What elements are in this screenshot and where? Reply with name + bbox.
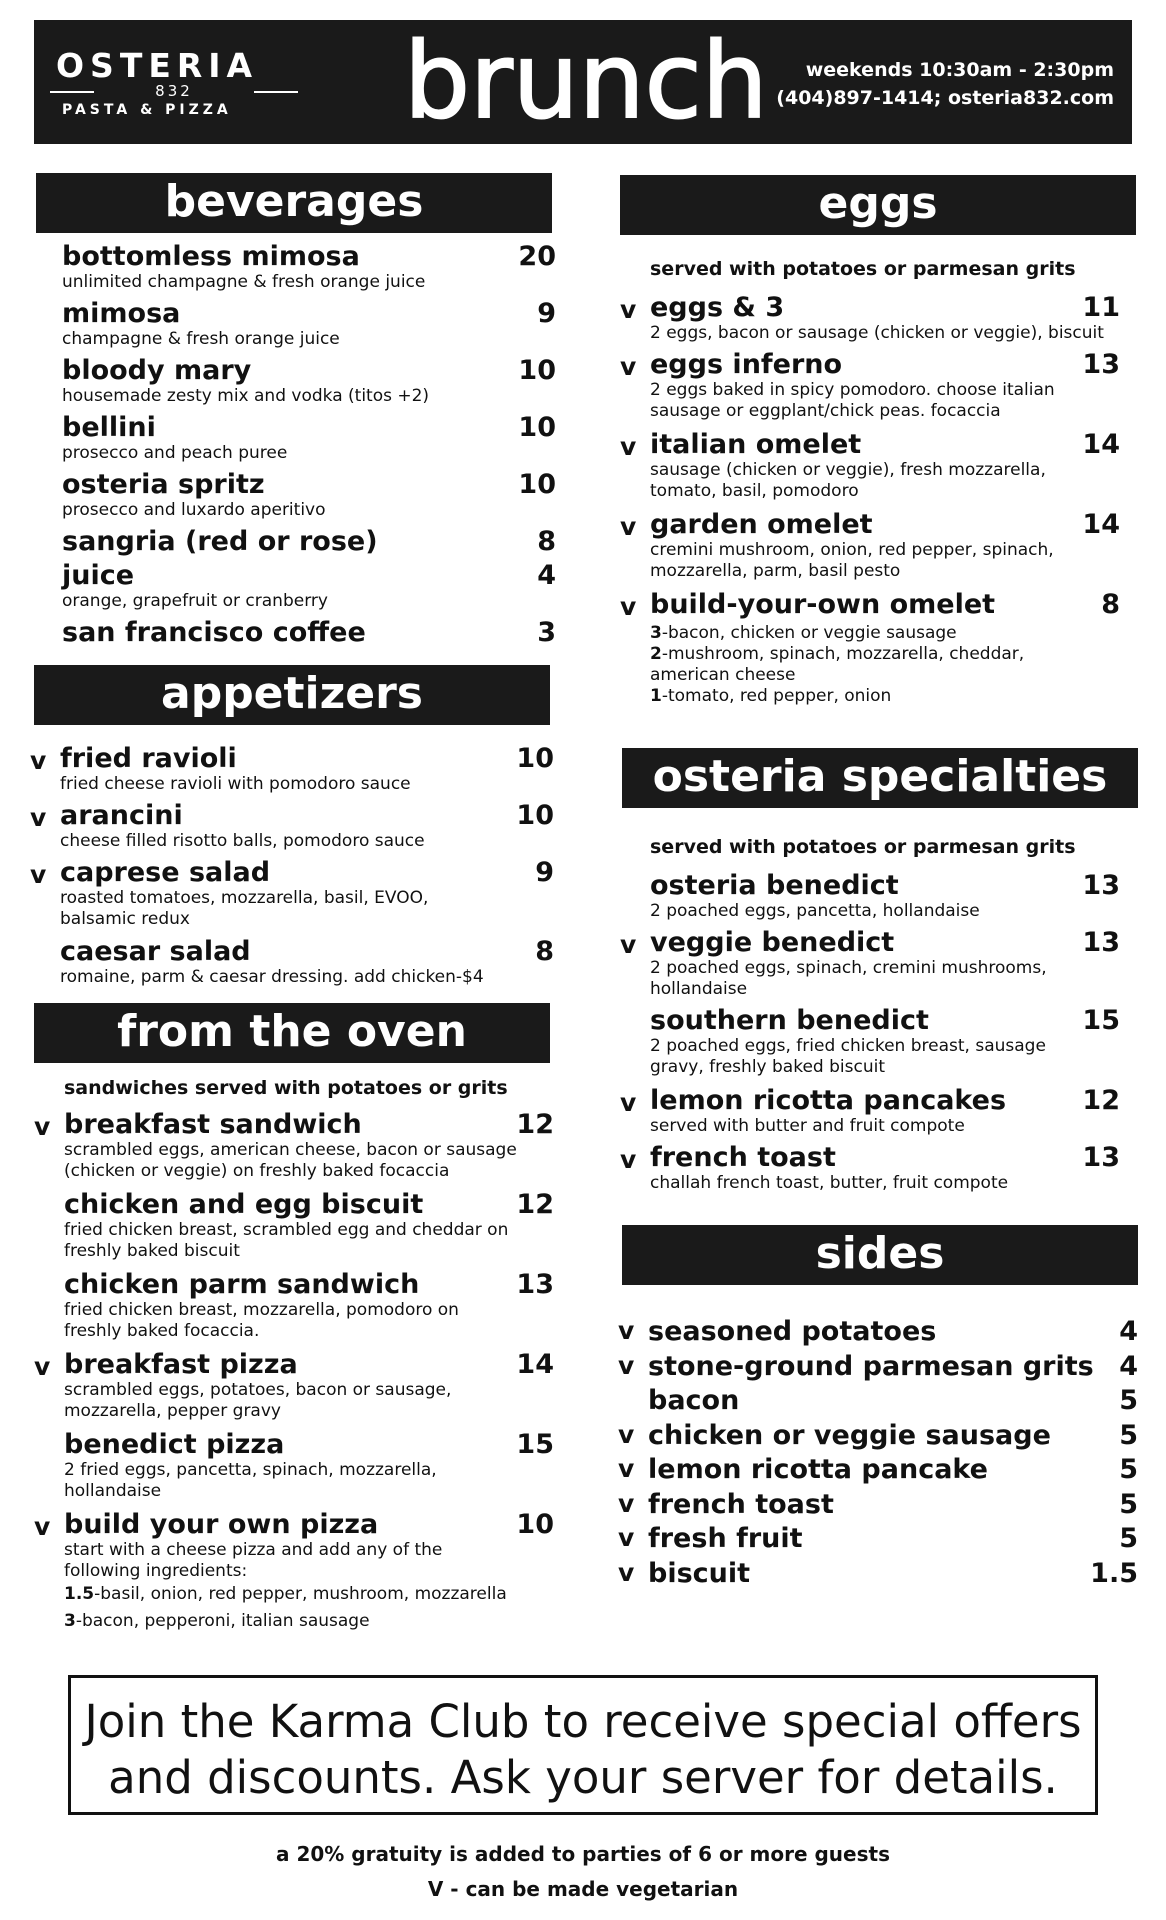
option-text: -mushroom, spinach, mozzarella, cheddar, american cheese (650, 644, 1025, 685)
menu-item (650, 1006, 1120, 1086)
item-name: mimosa (62, 298, 181, 329)
item-price: 13 (1082, 870, 1120, 901)
item-name: caesar salad (60, 936, 251, 967)
beverages-list (62, 242, 556, 652)
menu-item (60, 937, 554, 994)
item-price: 8 (535, 936, 554, 967)
item-name: bacon (648, 1385, 740, 1416)
item-price: 1.5 (1090, 1557, 1138, 1589)
option-price: 1 (650, 686, 662, 706)
item-price: 4 (1119, 1316, 1138, 1347)
item-description: 2 fried eggs, pancetta, spinach, mozzarella, hollandaise (64, 1460, 437, 1501)
item-description: romaine, parm & caesar dressing. add chicken-$4 (60, 967, 484, 987)
side-item (618, 1454, 1138, 1489)
item-description: prosecco and peach puree (62, 443, 288, 463)
menu-item (620, 1085, 1120, 1143)
side-item (618, 1350, 1138, 1386)
item-price: 4 (1119, 1350, 1138, 1382)
item-price: 10 (516, 743, 554, 774)
menu-item (620, 292, 1120, 350)
menu-item (34, 1509, 554, 1582)
item-name: french toast (650, 1142, 836, 1173)
section-title: beverages (164, 176, 424, 227)
item-price: 3 (537, 617, 556, 648)
item-name: biscuit (648, 1557, 751, 1589)
menu-item (64, 1190, 554, 1270)
item-name: chicken or veggie sausage (648, 1419, 1051, 1451)
side-item (618, 1557, 1138, 1593)
section-eggs-header (620, 175, 1136, 235)
item-description: 2 eggs, bacon or sausage (chicken or veggie), biscuit (650, 323, 1104, 343)
hours-text: weekends 10:30am - 2:30pm (805, 59, 1114, 81)
item-name: southern benedict (650, 1005, 929, 1036)
gratuity-note: a 20% gratuity is added to parties of 6 or more guests (276, 1842, 890, 1866)
item-price: 13 (1082, 349, 1120, 380)
menu-item (62, 527, 556, 561)
section-sides-header (622, 1225, 1138, 1285)
vegetarian-marker: v (618, 1488, 635, 1518)
item-price: 14 (1082, 509, 1120, 540)
section-specialties-header (622, 748, 1138, 808)
oven-note: sandwiches served with potatoes or grits (64, 1077, 508, 1099)
item-name: caprese salad (60, 857, 271, 888)
item-name: benedict pizza (64, 1429, 285, 1460)
item-description: challah french toast, butter, fruit compote (650, 1173, 1009, 1193)
side-item (648, 1385, 1138, 1420)
item-price: 12 (516, 1189, 554, 1220)
section-beverages-header (36, 173, 552, 233)
item-name: seasoned potatoes (648, 1316, 937, 1347)
item-price: 13 (1082, 1142, 1120, 1173)
item-name: build your own pizza (64, 1509, 379, 1540)
item-name: juice (62, 560, 135, 591)
item-name: osteria spritz (62, 469, 265, 500)
karma-club-banner (68, 1675, 1098, 1815)
item-price: 10 (516, 800, 554, 831)
item-price: 8 (1101, 589, 1120, 620)
item-name: fresh fruit (648, 1523, 803, 1554)
item-description: fried chicken breast, mozzarella, pomodoro on freshly baked focaccia. (64, 1300, 459, 1341)
menu-item (650, 871, 1120, 928)
item-price: 10 (516, 1509, 554, 1540)
menu-item (34, 1349, 554, 1430)
menu-item (62, 356, 556, 413)
section-title: sides (815, 1228, 945, 1279)
option-price: 3 (650, 623, 662, 643)
vegetarian-marker: v (620, 352, 637, 381)
item-name: san francisco coffee (62, 617, 366, 648)
item-description: start with a cheese pizza and add any of the following ingredients: (64, 1540, 443, 1581)
item-price: 10 (518, 355, 556, 386)
item-price: 13 (1082, 927, 1120, 958)
vegetarian-marker: v (620, 1088, 637, 1117)
side-item (618, 1316, 1138, 1351)
item-description: prosecco and luxardo aperitivo (62, 500, 326, 520)
item-description: scrambled eggs, potatoes, bacon or sausage, mozzarella, pepper gravy (64, 1380, 452, 1421)
section-title: from the oven (117, 1006, 467, 1057)
menu-item (620, 509, 1120, 590)
vegetarian-marker: v (620, 512, 637, 541)
item-price: 5 (1119, 1488, 1138, 1520)
menu-item (64, 1430, 554, 1510)
item-description: fried chicken breast, scrambled egg and cheddar on freshly baked biscuit (64, 1220, 509, 1261)
menu-item (34, 1109, 554, 1190)
option-price: 2 (650, 644, 662, 664)
item-price: 4 (537, 560, 556, 591)
vegetarian-marker: v (618, 1316, 635, 1345)
omelet-option (650, 623, 1120, 644)
menu-item (30, 800, 554, 858)
vegetarian-marker: v (620, 592, 637, 621)
menu-item (620, 927, 1120, 1006)
item-price: 5 (1119, 1419, 1138, 1451)
item-description: unlimited champagne & fresh orange juice (62, 272, 426, 292)
menu-item (620, 1142, 1120, 1200)
appetizers-list (30, 743, 554, 994)
item-name: bottomless mimosa (62, 241, 360, 272)
vegetarian-marker: v (34, 1112, 51, 1141)
item-name: osteria benedict (650, 870, 899, 901)
vegetarian-marker: v (618, 1419, 635, 1449)
side-item (618, 1488, 1138, 1524)
vegetarian-key: V - can be made vegetarian (427, 1877, 739, 1901)
menu-item (30, 857, 554, 937)
oven-list (34, 1109, 554, 1636)
side-item (618, 1419, 1138, 1455)
menu-item (620, 429, 1120, 510)
item-name: french toast (648, 1488, 834, 1520)
item-price: 14 (516, 1349, 554, 1380)
logo-main: OSTERIA (56, 46, 259, 85)
item-description: orange, grapefruit or cranberry (62, 591, 328, 611)
omelet-option (650, 686, 1120, 707)
side-item (618, 1523, 1138, 1558)
item-description: roasted tomatoes, mozzarella, basil, EVOO, balsamic redux (60, 888, 429, 929)
item-name: lemon ricotta pancakes (650, 1085, 1007, 1116)
option-price: 1.5 (64, 1584, 95, 1604)
option-text: -bacon, pepperoni, italian sausage (75, 1611, 370, 1631)
item-name: arancini (60, 800, 183, 831)
item-name: fried ravioli (60, 743, 237, 774)
option-text: -tomato, red pepper, onion (661, 686, 892, 706)
item-description: sausage (chicken or veggie), fresh mozzarella, tomato, basil, pomodoro (650, 460, 1046, 501)
hours-contact (776, 56, 1114, 112)
item-price: 12 (1082, 1085, 1120, 1116)
item-description: 2 poached eggs, spinach, cremini mushrooms, hollandaise (650, 958, 1047, 999)
item-description: served with butter and fruit compote (650, 1116, 965, 1136)
item-description: 2 eggs baked in spicy pomodoro. choose italian sausage or eggplant/chick peas. focaccia (650, 380, 1055, 421)
menu-item (62, 299, 556, 356)
option-text: -bacon, chicken or veggie sausage (661, 623, 957, 643)
item-description: champagne & fresh orange juice (62, 329, 340, 349)
menu-item (62, 413, 556, 470)
menu-item (62, 561, 556, 618)
menu-item (62, 470, 556, 527)
item-price: 15 (1082, 1005, 1120, 1036)
vegetarian-marker: v (618, 1454, 635, 1483)
karma-line-2: and discounts. Ask your server for details. (108, 1751, 1058, 1804)
item-name: bloody mary (62, 355, 252, 386)
item-name: eggs & 3 (650, 292, 785, 323)
item-price: 5 (1119, 1385, 1138, 1416)
section-appetizers-header (34, 665, 550, 725)
item-name: sangria (red or rose) (62, 526, 378, 557)
eggs-note: served with potatoes or parmesan grits (650, 258, 1076, 280)
item-description: fried cheese ravioli with pomodoro sauce (60, 774, 411, 794)
item-price: 14 (1082, 429, 1120, 460)
vegetarian-marker: v (618, 1523, 635, 1552)
pizza-option (64, 1582, 554, 1609)
item-name: breakfast sandwich (64, 1109, 362, 1140)
option-price: 3 (64, 1611, 76, 1631)
menu-header (34, 20, 1132, 144)
item-price: 15 (516, 1429, 554, 1460)
item-name: chicken parm sandwich (64, 1269, 420, 1300)
item-description: 2 poached eggs, fried chicken breast, sausage gravy, freshly baked biscuit (650, 1036, 1046, 1077)
item-name: stone-ground parmesan grits (648, 1350, 1094, 1382)
karma-line-1: Join the Karma Club to receive special offers (84, 1695, 1082, 1748)
item-price: 10 (518, 412, 556, 443)
item-description: 2 poached eggs, pancetta, hollandaise (650, 901, 980, 921)
pizza-option (64, 1609, 554, 1636)
vegetarian-marker: v (620, 930, 637, 959)
specialties-note: served with potatoes or parmesan grits (650, 836, 1076, 858)
item-name: lemon ricotta pancake (648, 1454, 988, 1485)
menu-item (62, 618, 556, 652)
item-name: eggs inferno (650, 349, 843, 380)
item-name: build-your-own omelet (650, 589, 996, 620)
item-price: 9 (537, 298, 556, 329)
omelet-option (650, 644, 1070, 686)
logo-subtitle: PASTA & PIZZA (62, 102, 232, 118)
vegetarian-marker: v (34, 1512, 51, 1541)
menu-item (64, 1270, 554, 1350)
vegetarian-marker: v (618, 1350, 635, 1380)
item-name: bellini (62, 412, 156, 443)
vegetarian-marker: v (620, 1145, 637, 1174)
item-name: garden omelet (650, 509, 873, 540)
sides-list (618, 1316, 1138, 1592)
item-description: scrambled eggs, american cheese, bacon or sausage (chicken or veggie) on freshly baked focaccia (64, 1140, 517, 1181)
menu-item (620, 349, 1120, 430)
item-price: 8 (537, 526, 556, 557)
option-text: -basil, onion, red pepper, mushroom, mozzarella (94, 1584, 507, 1604)
menu-item (30, 743, 554, 801)
item-price: 20 (518, 241, 556, 272)
item-name: breakfast pizza (64, 1349, 298, 1380)
eggs-list (620, 292, 1120, 707)
section-title: osteria specialties (652, 751, 1108, 802)
section-title: appetizers (161, 668, 423, 719)
item-description: housemade zesty mix and vodka (titos +2) (62, 386, 430, 406)
vegetarian-marker: v (618, 1557, 635, 1587)
menu-item (620, 589, 1120, 623)
menu-item (62, 242, 556, 299)
vegetarian-marker: v (30, 746, 47, 775)
menu-title: brunch (404, 20, 768, 142)
vegetarian-marker: v (620, 432, 637, 461)
vegetarian-marker: v (30, 803, 47, 832)
section-title: eggs (818, 178, 938, 229)
item-price: 10 (518, 469, 556, 500)
contact-text: (404)897-1414; osteria832.com (776, 87, 1114, 109)
item-price: 9 (535, 857, 554, 888)
vegetarian-marker: v (34, 1352, 51, 1381)
item-price: 5 (1119, 1523, 1138, 1554)
vegetarian-marker: v (30, 860, 47, 889)
item-price: 12 (516, 1109, 554, 1140)
vegetarian-marker: v (620, 295, 637, 324)
item-price: 13 (516, 1269, 554, 1300)
item-price: 5 (1119, 1454, 1138, 1485)
item-price: 11 (1082, 292, 1120, 323)
item-name: veggie benedict (650, 927, 895, 958)
logo-number: 832 (90, 82, 258, 100)
item-name: italian omelet (650, 429, 862, 460)
item-name: chicken and egg biscuit (64, 1189, 424, 1220)
section-oven-header (34, 1003, 550, 1063)
item-description: cheese filled risotto balls, pomodoro sauce (60, 831, 425, 851)
specialties-list (620, 870, 1120, 1200)
item-description: cremini mushroom, onion, red pepper, spinach, mozzarella, parm, basil pesto (650, 540, 1054, 581)
